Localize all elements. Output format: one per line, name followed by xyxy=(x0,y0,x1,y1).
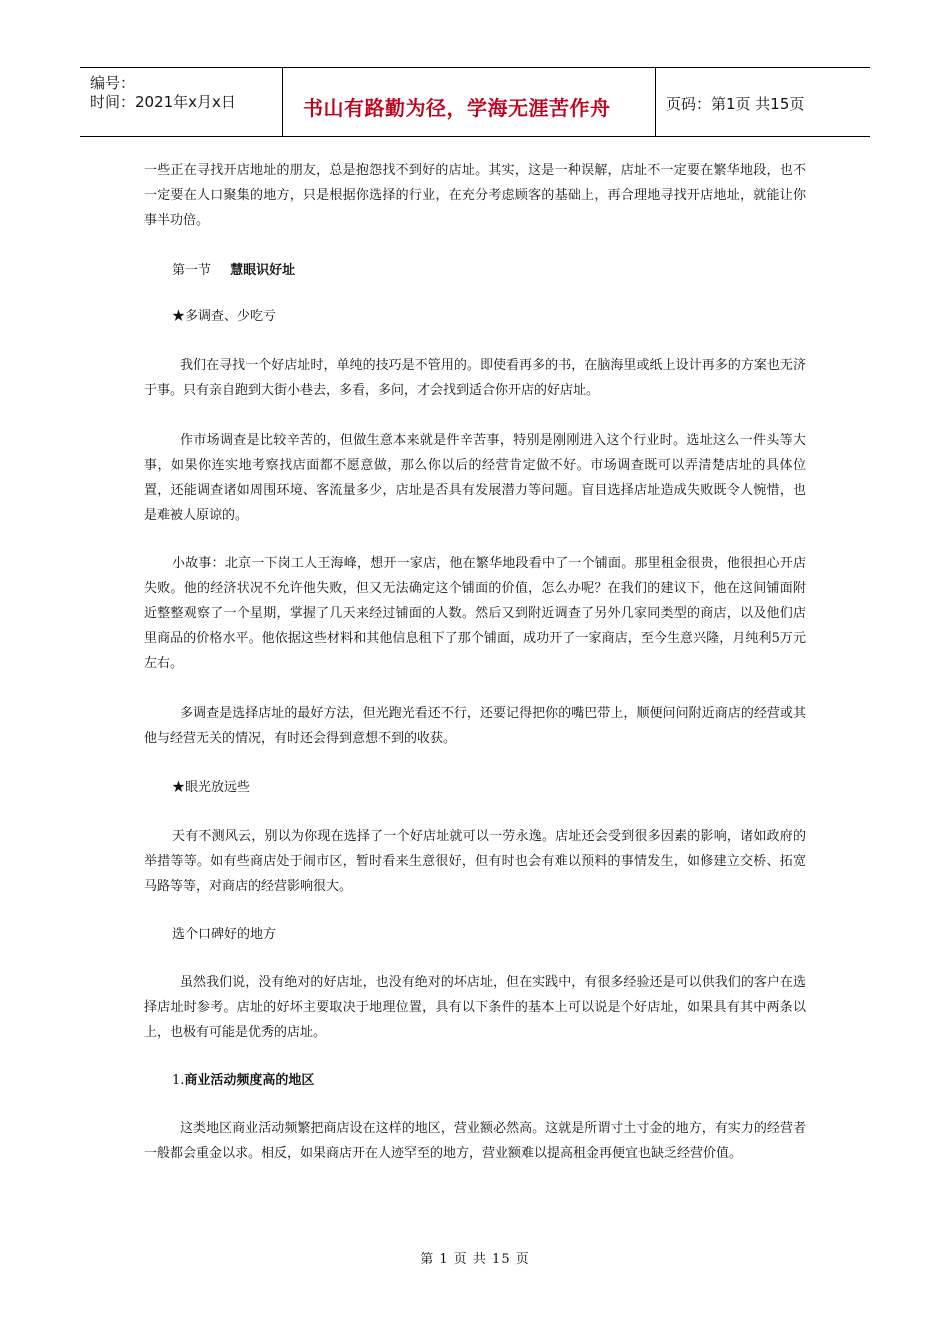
paragraph-4 xyxy=(144,701,806,751)
numbered-item-1 xyxy=(172,1068,834,1093)
star-heading-1-text: ★多调查、少吃亏 xyxy=(172,309,277,324)
paragraph-4-text: 多调查是选择店址的最好方法，但光跑光看还不行，还要记得把你的嘴巴带上，顺便问问附近商店的经营或其他与经营无关的情况，有时还会得到意想不到的收获。 xyxy=(144,706,806,746)
star-heading-1 xyxy=(172,304,834,329)
footer-page-number: 第 1 页 共 15 页 xyxy=(420,1252,530,1267)
item-1-title: 商业活动频度高的地区 xyxy=(184,1073,315,1088)
paragraph-5 xyxy=(144,824,806,899)
subheading xyxy=(172,922,834,947)
header-left-cell xyxy=(80,68,283,136)
star-heading-2-text: ★眼光放远些 xyxy=(172,780,251,795)
paragraph-3 xyxy=(144,551,806,676)
star-heading-2 xyxy=(172,775,834,800)
paragraph-1 xyxy=(144,353,806,403)
intro-paragraph xyxy=(144,158,806,233)
number-label: 编号： xyxy=(90,74,136,92)
header-right-cell xyxy=(656,68,870,136)
intro-text: 一些正在寻找开店地址的朋友，总是抱怨找不到好的店址。其实，这是一种误解，店址不一定要在繁华地段，也不一定要在人口聚集的地方，只是根据你选择的行业，在充分考虑顾客的基础上，再合理地寻找开店地址，就能让你事半功倍。 xyxy=(144,163,806,228)
paragraph-7-text: 这类地区商业活动频繁把商店设在这样的地区，营业额必然高。这就是所谓寸土寸金的地方，有实力的经营者一般都会重金以求。相反，如果商店开在人迹罕至的地方，营业额难以提高租金再便宜也缺乏经营价值。 xyxy=(144,1121,806,1161)
motto-title: 书山有路勤为径，学海无涯苦作舟 xyxy=(303,96,611,120)
section-prefix: 第一节 xyxy=(172,263,212,278)
paragraph-6-text: 虽然我们说，没有绝对的好店址，也没有绝对的坏店址，但在实践中，有很多经验还是可以供我们的客户在选择店址时参考。店址的好坏主要取决于地理位置，具有以下条件的基本上可以说是个好店址，如果具有其中两条以上，也极有可能是优秀的店址。 xyxy=(144,975,806,1040)
paragraph-2 xyxy=(144,428,806,528)
paragraph-6 xyxy=(144,970,806,1045)
subheading-text: 选个口碑好的地方 xyxy=(172,927,277,942)
header-table xyxy=(80,67,870,137)
page-info: 页码：第1页 共15页 xyxy=(666,95,805,113)
item-1-number: 1. xyxy=(172,1073,185,1088)
section-title: 慧眼识好址 xyxy=(230,263,296,278)
paragraph-5-text: 天有不测风云，别以为你现在选择了一个好店址就可以一劳永逸。店址还会受到很多因素的影响，诸如政府的举措等等。如有些商店处于闹市区，暂时看来生意很好，但有时也会有难以预料的事情发生，如修建立交桥、拓宽马路等等，对商店的经营影响很大。 xyxy=(144,829,806,894)
paragraph-1-text: 我们在寻找一个好店址时，单纯的技巧是不管用的。即使看再多的书，在脑海里或纸上设计再多的方案也无济于事。只有亲自跑到大街小巷去，多看，多问，才会找到适合你开店的好店址。 xyxy=(144,358,806,398)
paragraph-2-text: 作市场调查是比较辛苦的，但做生意本来就是件辛苦事，特别是刚刚进入这个行业时。选址这么一件头等大事，如果你连实地考察找店面都不愿意做，那么你以后的经营肯定做不好。市场调查既可以弄清楚店址的具体位置，还能调查诸如周围环境、客流量多少，店址是否具有发展潜力等问题。盲目选择店址造成失败既令人惋惜，也是难被人原谅的。 xyxy=(144,433,806,523)
date-label: 时间：2021年x月x日 xyxy=(90,93,236,111)
section-heading xyxy=(172,258,834,283)
page-footer xyxy=(0,1248,950,1267)
header-middle-cell xyxy=(283,68,656,136)
paragraph-3-text: 小故事：北京一下岗工人王海峰，想开一家店，他在繁华地段看中了一个铺面。那里租金很贵，他很担心开店失败。他的经济状况不允许他失败，但又无法确定这个铺面的价值，怎么办呢？在我们的建议下，他在这间铺面附近整整观察了一个星期，掌握了几天来经过铺面的人数。然后又到附近调查了另外几家同类型的商店，以及他们店里商品的价格水平。他依据这些材料和其他信息租下了那个铺面，成功开了一家商店，至今生意兴隆，月纯利5万元左右。 xyxy=(144,556,806,671)
paragraph-7 xyxy=(144,1116,806,1166)
